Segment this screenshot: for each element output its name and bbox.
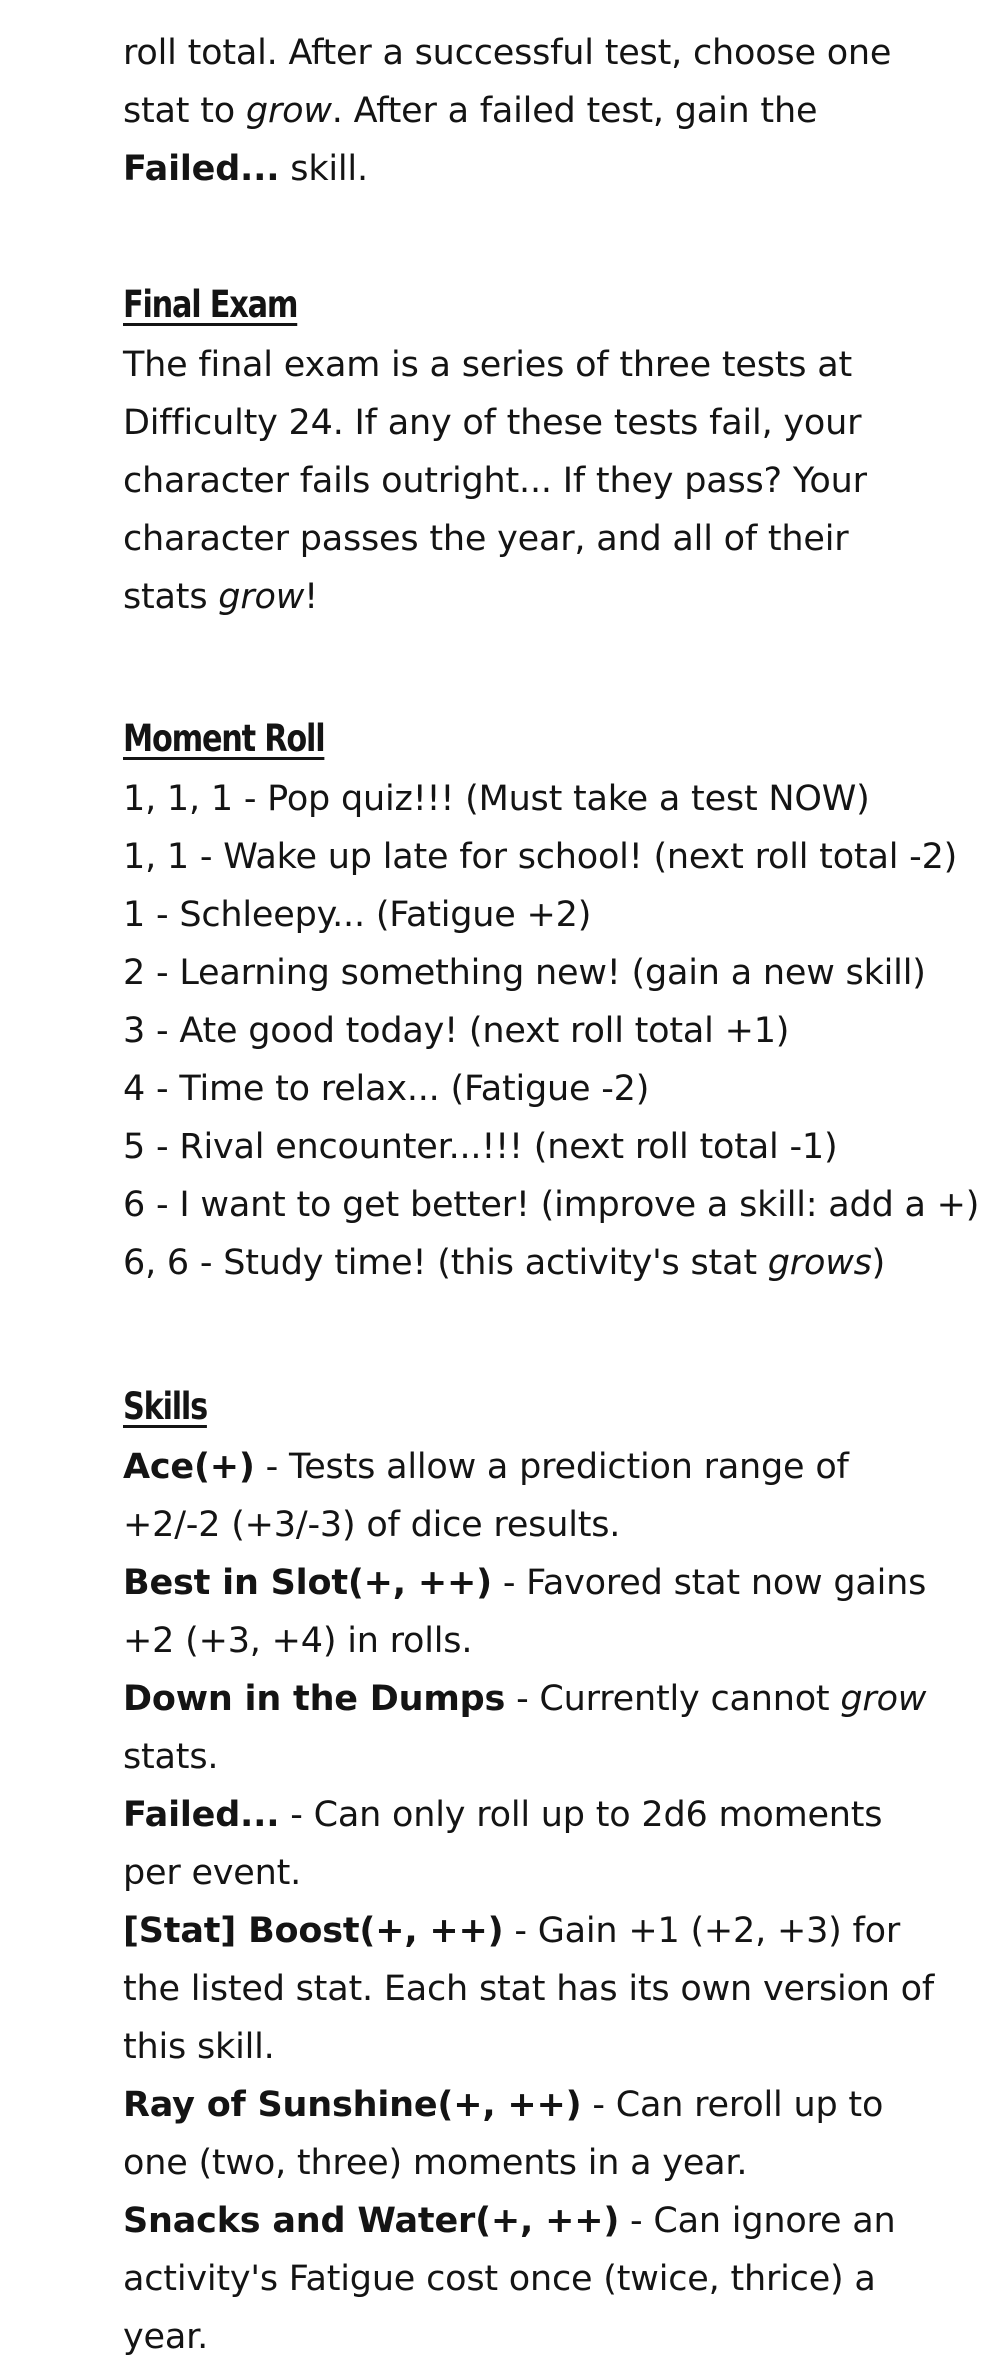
skill-description: - Can ignore an activity's Fatigue cost once (twice, thrice) a year. [123,2201,896,2357]
skills-list [123,1438,943,2366]
skill-entry [123,1902,943,2076]
moment-roll-heading: Moment Roll [123,717,325,760]
moment-roll-item: 1 - Schleepy... (Fatigue +2) [123,895,592,935]
final-exam-end: ! [304,577,318,617]
skill-entry [123,1786,943,1902]
final-exam-grow-emphasis: grow [218,577,305,617]
rules-document [123,0,980,2366]
moment-roll-item: 4 - Time to relax... (Fatigue -2) [123,1069,650,1109]
moment-roll-item: 1, 1 - Wake up late for school! (next roll total -2) [123,837,958,877]
final-exam-heading: Final Exam [123,283,298,326]
intro-failed-skill: Failed... [123,149,280,189]
moment-roll-item: 5 - Rival encounter...!!! (next roll total -1) [123,1127,838,1167]
moment-roll-item-study-time [123,1234,943,1292]
final-exam-paragraph [123,336,943,626]
intro-text-3: skill. [279,149,368,189]
intro-text-2: . After a failed test, gain the [331,91,818,131]
skill-name: Ray of Sunshine(+, ++) [123,2085,582,2125]
skills-heading: Skills [123,1385,207,1428]
intro-paragraph [123,24,943,198]
skill-grow-emphasis: grow [840,1679,927,1719]
skill-description: - Can reroll up to one (two, three) moments in a year. [123,2085,884,2183]
final-exam-text: The final exam is a series of three tests at Difficulty 24. If any of these tests fail, your character fails outright... If they pass? Your character passes the year, and all of their stats [123,345,867,617]
moment-roll-item: 3 - Ate good today! (next roll total +1) [123,1011,790,1051]
study-time-end: ) [871,1243,886,1283]
moment-roll-item: 2 - Learning something new! (gain a new skill) [123,953,926,993]
intro-grow-emphasis: grow [245,91,332,131]
skill-description: - Gain +1 (+2, +3) for the listed stat. Each stat has its own version of this skill. [123,1911,934,2067]
skill-entry [123,1554,943,1670]
skill-name: Best in Slot(+, ++) [123,1563,492,1603]
skill-name: Down in the Dumps [123,1679,506,1719]
skill-entry [123,1670,943,1786]
study-time-text: 6, 6 - Study time! (this activity's stat [123,1243,768,1283]
study-time-grows-emphasis: grows [767,1243,872,1283]
skill-name: Failed... [123,1795,280,1835]
skill-name: Ace(+) [123,1447,255,1487]
skill-description: - Tests allow a prediction range of +2/-2 (+3/-3) of dice results. [123,1447,849,1545]
skill-entry [123,1438,943,1554]
moment-roll-item: 1, 1, 1 - Pop quiz!!! (Must take a test NOW) [123,779,870,819]
skill-description: - Favored stat now gains +2 (+3, +4) in rolls. [123,1563,927,1661]
skill-entry [123,2192,943,2366]
skill-name: [Stat] Boost(+, ++) [123,1911,504,1951]
skill-entry [123,2076,943,2192]
intro-text-1: roll total. After a successful test, choose one stat to [123,33,892,131]
skill-description: - Can only roll up to 2d6 moments per event. [123,1795,883,1893]
moment-roll-item: 6 - I want to get better! (improve a skill: add a +) [123,1185,980,1225]
skill-description: - Currently cannot [505,1679,841,1719]
moment-roll-list [123,770,980,1292]
skill-description-end: stats. [123,1737,219,1777]
skill-name: Snacks and Water(+, ++) [123,2201,620,2241]
